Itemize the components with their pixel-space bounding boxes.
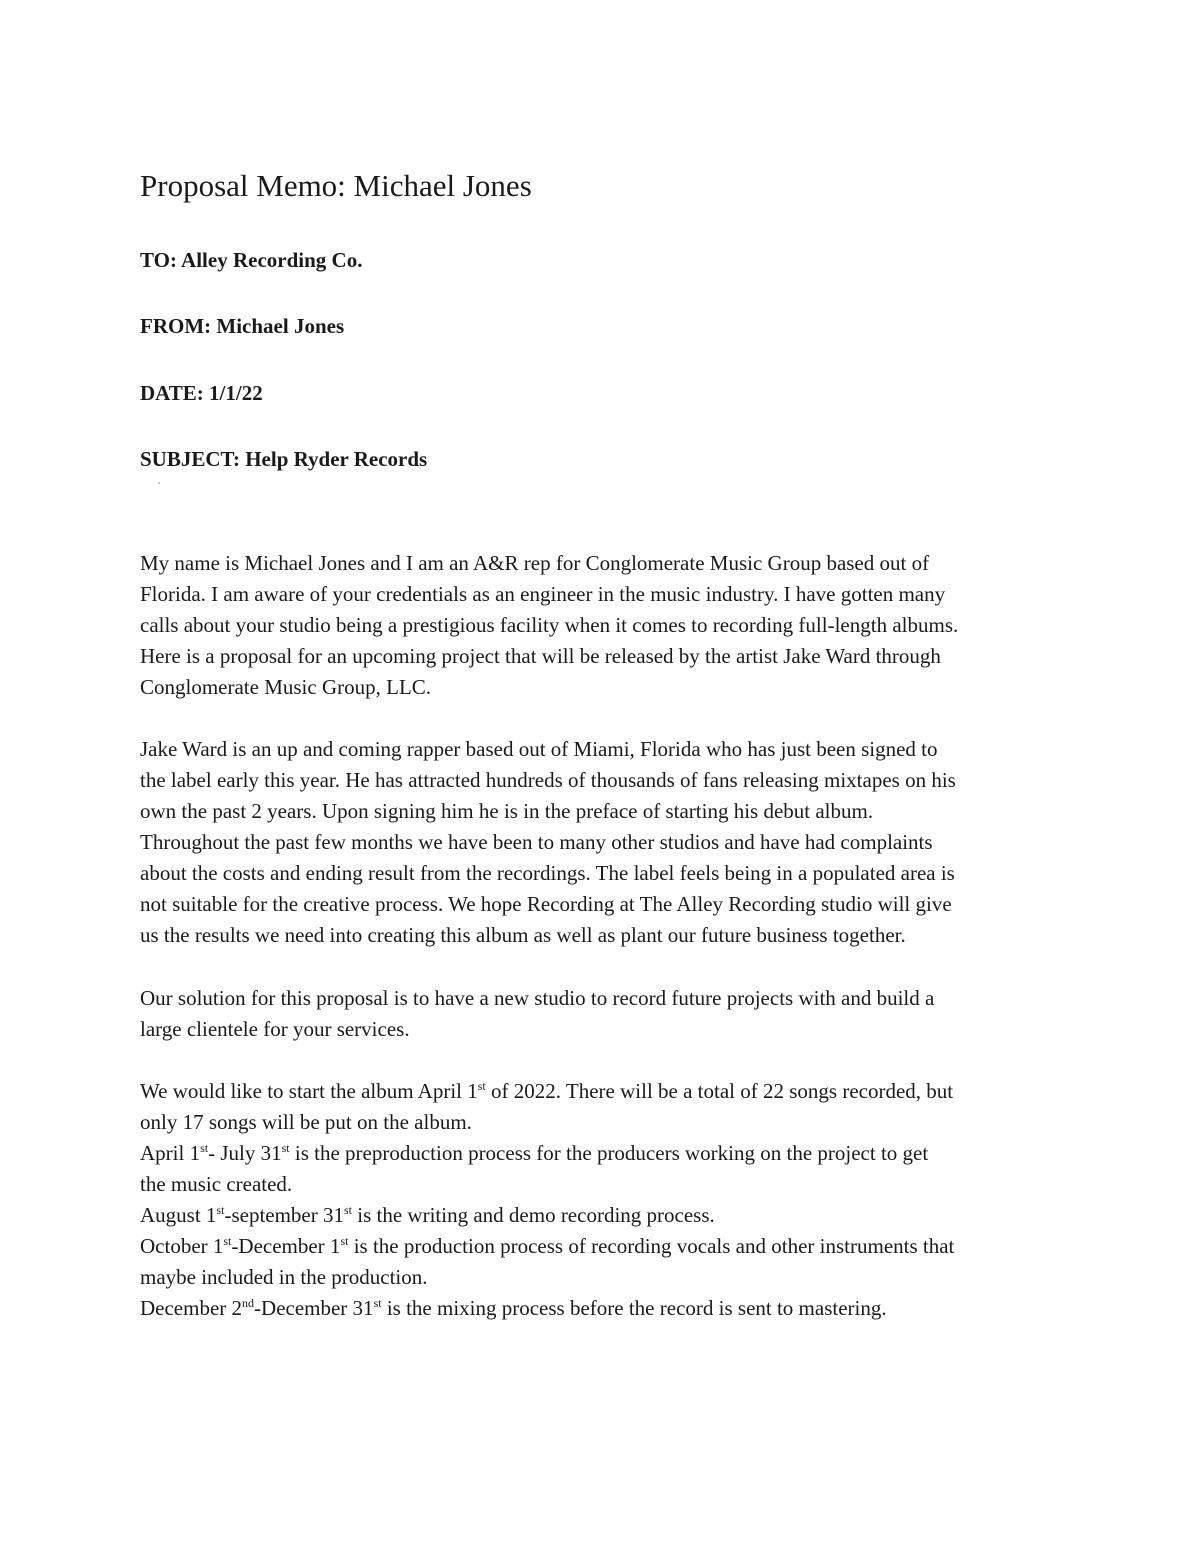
text-line: not suitable for the creative process. We hope Recording at The Alley Recording studio will give: [140, 892, 952, 916]
schedule-line-song-count: only 17 songs will be put on the album.: [140, 1110, 472, 1134]
paragraph-introduction: [140, 548, 1065, 703]
text-line: us the results we need into creating this album as well as plant our future business together.: [140, 923, 906, 947]
text-line: about the costs and ending result from the recordings. The label feels being in a populated area is: [140, 861, 955, 885]
schedule-line-start-date: We would like to start the album April 1st of 2022. There will be a total of 22 songs recorded, but: [140, 1079, 954, 1103]
text-line: the label early this year. He has attracted hundreds of thousands of fans releasing mixtapes on his: [140, 768, 956, 792]
memo-to-line: TO: Alley Recording Co.: [140, 248, 363, 272]
schedule-line-mixing: December 2nd-December 31st is the mixing process before the record is sent to mastering.: [140, 1296, 887, 1320]
memo-title: Proposal Memo: Michael Jones: [140, 168, 532, 203]
memo-from-line: FROM: Michael Jones: [140, 314, 345, 338]
schedule-line-production: October 1st-December 1st is the production process of recording vocals and other instruments that: [140, 1234, 955, 1258]
paragraph-solution: [140, 983, 1065, 1045]
text-line: own the past 2 years. Upon signing him he is in the preface of starting his debut album.: [140, 799, 874, 823]
memo-subject-line: SUBJECT: Help Ryder Records: [140, 447, 428, 471]
text-line: Our solution for this proposal is to have a new studio to record future projects with and build a: [140, 986, 935, 1010]
schedule-line-preproduction: April 1st- July 31st is the preproduction process for the producers working on the project to get: [140, 1141, 929, 1165]
schedule-line-preproduction-cont: the music created.: [140, 1172, 293, 1196]
text-line: My name is Michael Jones and I am an A&R rep for Conglomerate Music Group based out of: [140, 551, 930, 575]
schedule-line-writing: August 1st-september 31st is the writing and demo recording process.: [140, 1203, 715, 1227]
stray-mark: [158, 482, 160, 484]
paragraph-schedule: [140, 1076, 1065, 1324]
text-line: Jake Ward is an up and coming rapper based out of Miami, Florida who has just been signed to: [140, 737, 938, 761]
text-line: Florida. I am aware of your credentials as an engineer in the music industry. I have gotten many: [140, 582, 946, 606]
text-line: calls about your studio being a prestigious facility when it comes to recording full-length albums.: [140, 613, 959, 637]
paragraph-artist-background: [140, 734, 1065, 951]
text-line: Here is a proposal for an upcoming project that will be released by the artist Jake Ward through: [140, 644, 941, 668]
schedule-line-production-cont: maybe included in the production.: [140, 1265, 428, 1289]
memo-date-line: DATE: 1/1/22: [140, 381, 263, 405]
text-line: Conglomerate Music Group, LLC.: [140, 675, 432, 699]
text-line: large clientele for your services.: [140, 1017, 410, 1041]
text-line: Throughout the past few months we have been to many other studios and have had complaints: [140, 830, 933, 854]
